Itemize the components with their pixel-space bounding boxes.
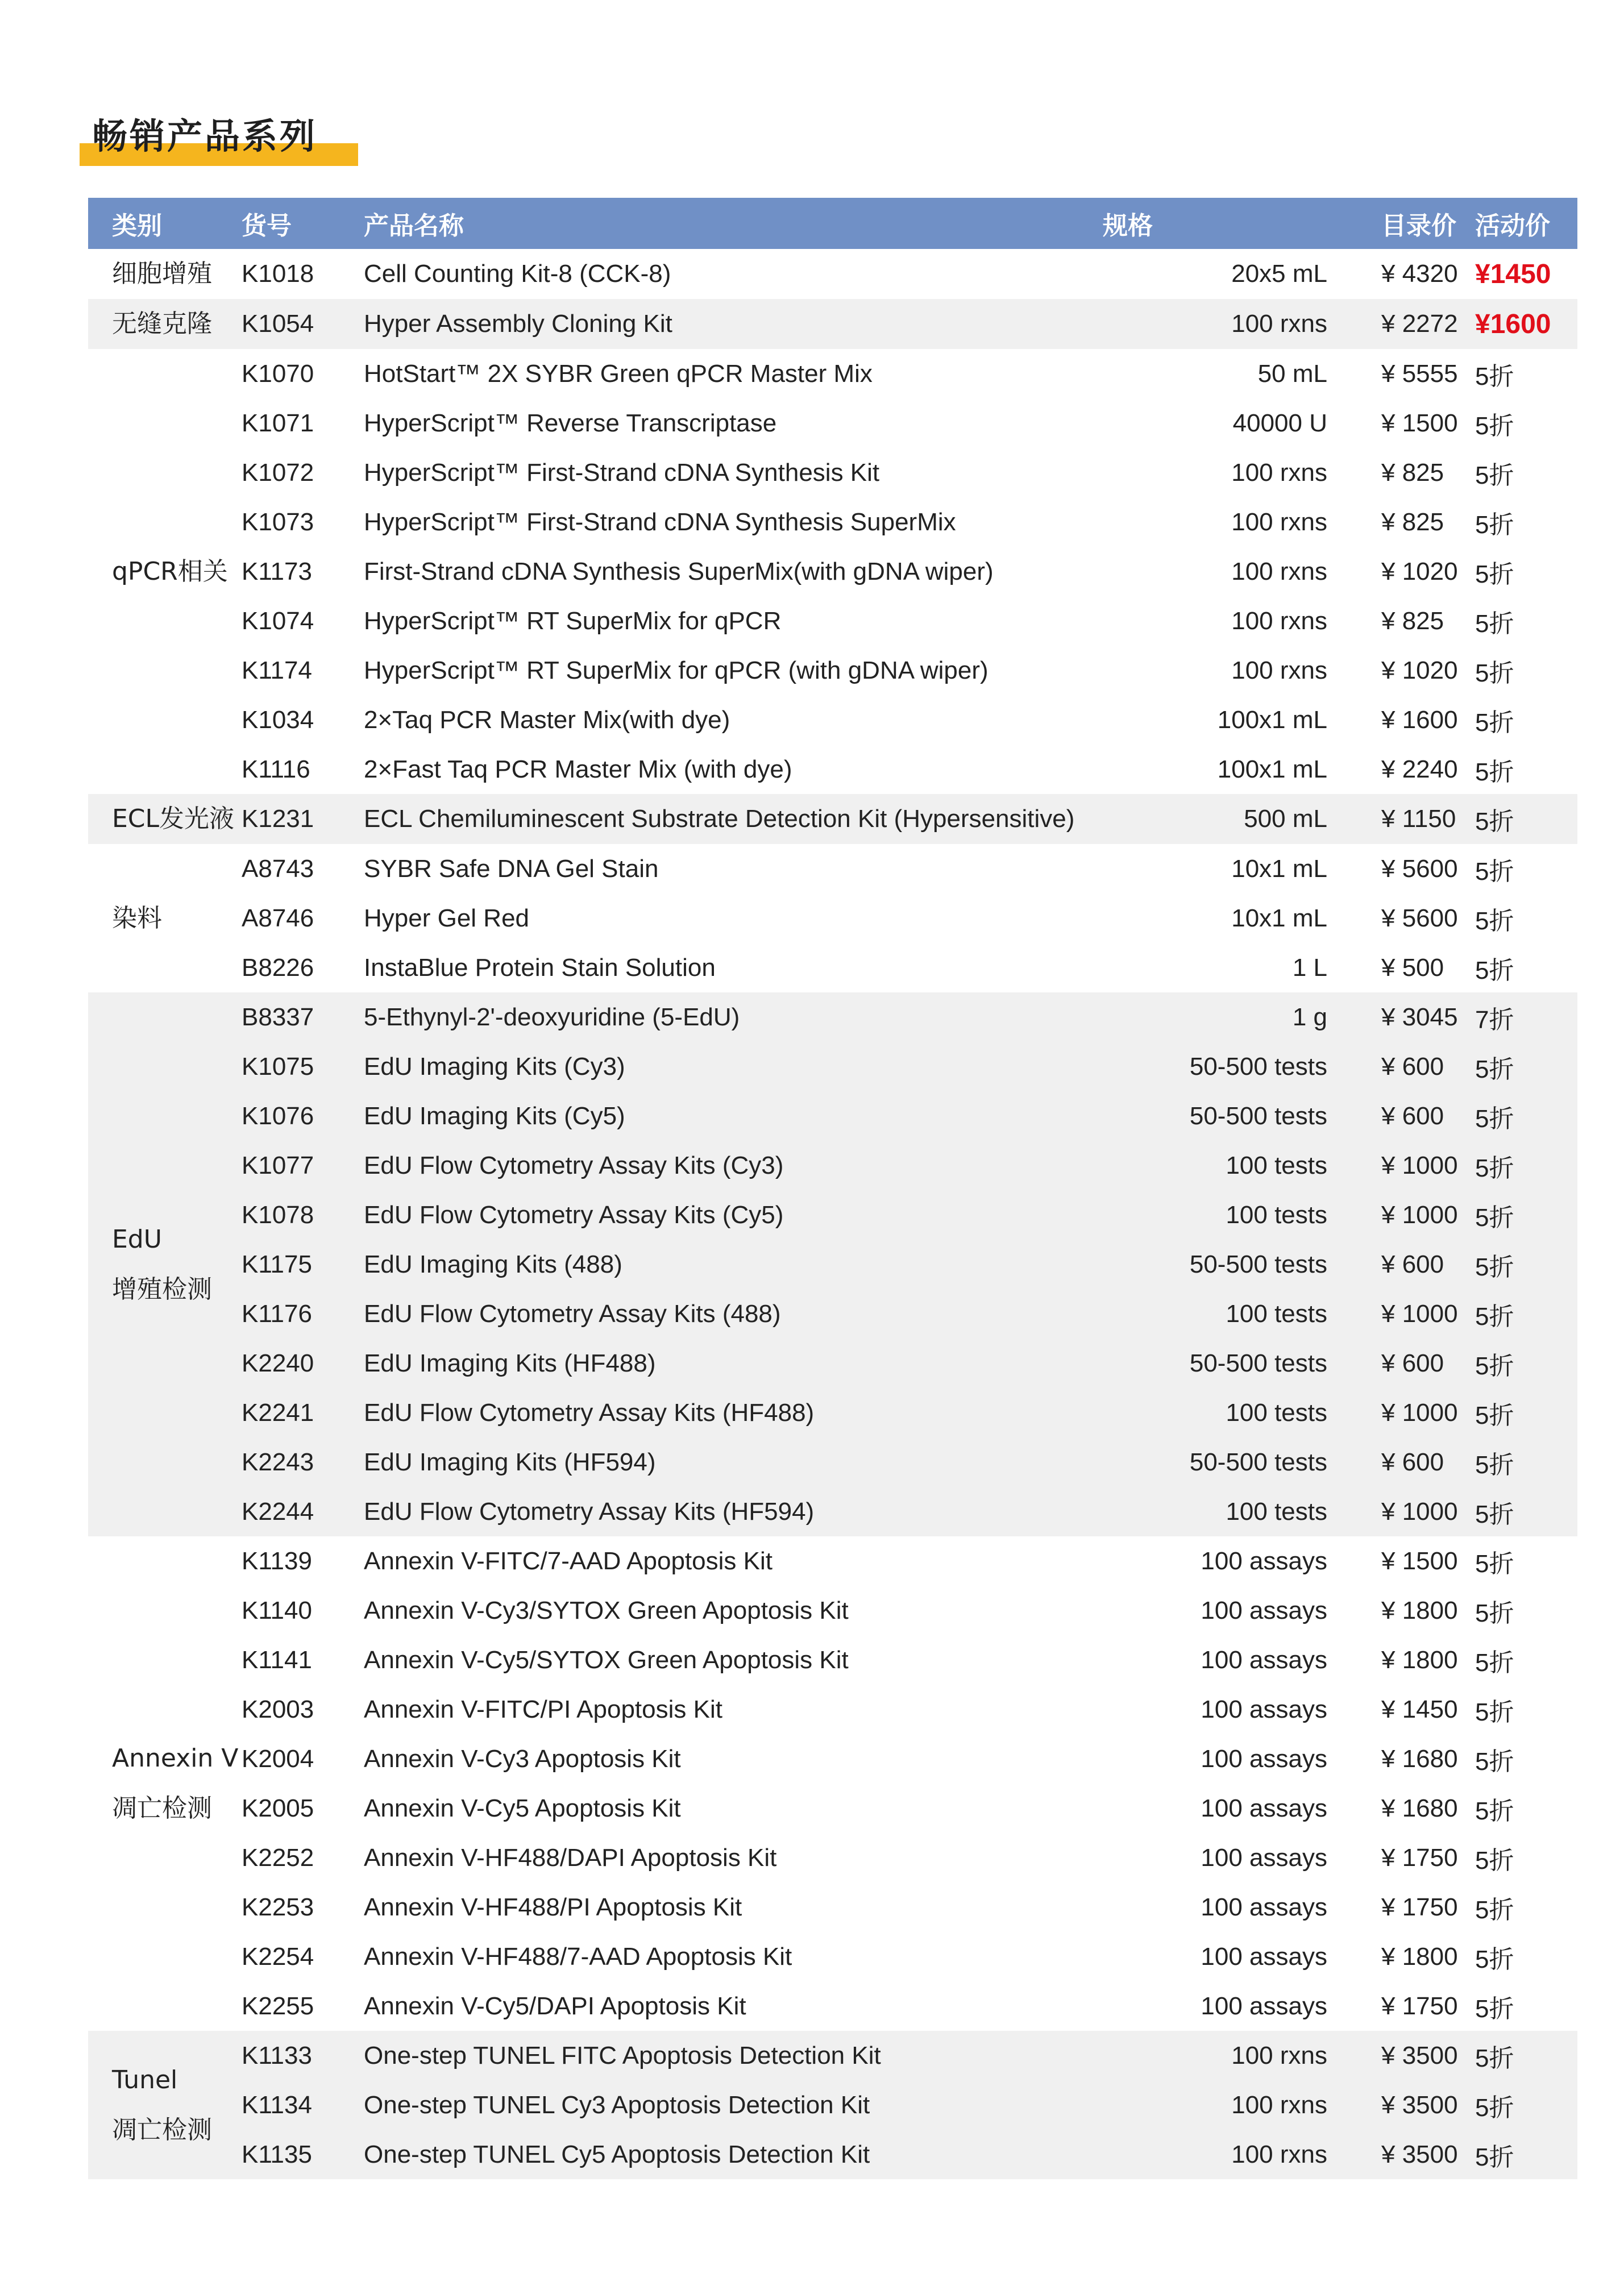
header-code: 货号: [242, 198, 364, 249]
product-code: K1034: [242, 705, 314, 734]
promo-price: 5折: [1475, 560, 1514, 588]
category-label: EdU: [112, 1224, 162, 1254]
table-row: [88, 1339, 1577, 1388]
list-price: ¥ 825: [1381, 458, 1444, 487]
list-price: ¥ 1000: [1327, 1289, 1458, 1339]
product-name: HyperScript™ RT SuperMix for qPCR (with gDNA wiper): [364, 656, 988, 684]
promo-price: ¥1450: [1475, 259, 1551, 289]
product-spec: 100 tests: [1103, 1289, 1327, 1339]
product-name: Annexin V-Cy5/DAPI Apoptosis Kit: [364, 1992, 746, 2020]
table-row: [88, 646, 1577, 695]
list-price: ¥ 3500: [1327, 2031, 1458, 2080]
product-spec: 20x5 mL: [1231, 260, 1327, 288]
table-row: [88, 1586, 1577, 1635]
product-code: K1141: [242, 1645, 312, 1674]
product-spec: 100 rxns: [1231, 458, 1327, 487]
list-price: ¥ 1750: [1381, 1992, 1458, 2020]
list-price: ¥ 1800: [1381, 1596, 1458, 1624]
product-code: K1139: [242, 1547, 312, 1575]
category-label: 染料: [112, 903, 162, 933]
product-code: K2004: [242, 1744, 314, 1773]
product-name: HotStart™ 2X SYBR Green qPCR Master Mix: [364, 359, 873, 388]
list-price: ¥ 1600: [1381, 705, 1458, 734]
promo-price: 5折: [1475, 857, 1514, 886]
list-price: ¥ 5600: [1381, 904, 1458, 932]
product-name: 2×Fast Taq PCR Master Mix (with dye): [364, 755, 792, 783]
product-name: Annexin V-Cy3/SYTOX Green Apoptosis Kit: [364, 1596, 849, 1624]
product-spec: 100x1 mL: [1217, 755, 1327, 783]
table-row: [88, 1685, 1577, 1734]
category-cell: [88, 2031, 242, 2179]
table-row: [88, 1388, 1577, 1437]
product-spec: 100 tests: [1103, 1388, 1327, 1437]
promo-price: 5折: [1458, 1091, 1577, 1141]
promo-price: 5折: [1475, 1945, 1514, 1973]
table-row: [88, 1190, 1577, 1240]
table-row: [88, 1833, 1577, 1882]
promo-price: 5折: [1475, 1846, 1514, 1875]
promo-price: 5折: [1475, 609, 1514, 638]
product-name: 2×Taq PCR Master Mix(with dye): [364, 705, 730, 734]
list-price: ¥ 500: [1381, 953, 1444, 982]
promo-price: 5折: [1458, 1141, 1577, 1190]
table-row: [88, 2031, 1577, 2080]
product-name: Annexin V-HF488/PI Apoptosis Kit: [364, 1893, 742, 1921]
product-code: K2243: [242, 1437, 364, 1487]
table-row: [88, 2080, 1577, 2130]
product-code: K2255: [242, 1992, 314, 2020]
product-name: Annexin V-FITC/7-AAD Apoptosis Kit: [364, 1547, 772, 1575]
product-name: EdU Flow Cytometry Assay Kits (488): [364, 1289, 1103, 1339]
list-price: ¥ 600: [1327, 1042, 1458, 1091]
list-price: ¥ 600: [1327, 1091, 1458, 1141]
list-price: ¥ 600: [1327, 1437, 1458, 1487]
table-row: [88, 1240, 1577, 1289]
category-label: 凋亡检测: [112, 1794, 212, 1823]
list-price: ¥ 1500: [1381, 409, 1458, 437]
product-code: K2005: [242, 1794, 314, 1822]
product-name: First-Strand cDNA Synthesis SuperMix(with gDNA wiper): [364, 557, 994, 585]
list-price: ¥ 4320: [1381, 260, 1458, 288]
product-spec: 100 assays: [1201, 1695, 1327, 1723]
header-category: 类别: [88, 198, 242, 249]
list-price: ¥ 600: [1327, 1339, 1458, 1388]
table-row: [88, 1042, 1577, 1091]
promo-price: 5折: [1475, 907, 1514, 935]
product-spec: 50-500 tests: [1103, 1437, 1327, 1487]
product-name: Hyper Gel Red: [364, 904, 530, 932]
product-code: K1133: [242, 2031, 364, 2080]
product-code: K2254: [242, 1942, 314, 1971]
list-price: ¥ 3500: [1327, 2080, 1458, 2130]
product-spec: 100 rxns: [1231, 606, 1327, 635]
category-cell: [88, 349, 242, 794]
list-price: ¥ 2272: [1327, 299, 1458, 349]
product-code: K1018: [242, 260, 314, 288]
product-code: K1076: [242, 1091, 364, 1141]
category-cell: [88, 1536, 242, 2031]
product-name: HyperScript™ First-Strand cDNA Synthesis SuperMix: [364, 508, 956, 536]
promo-price: 5折: [1458, 1240, 1577, 1289]
list-price: ¥ 1000: [1327, 1190, 1458, 1240]
product-name: HyperScript™ First-Strand cDNA Synthesis Kit: [364, 458, 880, 487]
list-price: ¥ 3500: [1327, 2130, 1458, 2179]
header-promo-price: 活动价: [1458, 198, 1577, 249]
product-spec: 100 tests: [1103, 1487, 1327, 1536]
table-row: [88, 398, 1577, 448]
category-label: 细胞增殖: [112, 259, 212, 288]
product-name: EdU Imaging Kits (Cy3): [364, 1042, 1103, 1091]
promo-price: 5折: [1475, 708, 1514, 737]
product-table: [88, 198, 1577, 2179]
product-name: Annexin V-HF488/7-AAD Apoptosis Kit: [364, 1942, 792, 1971]
category-label: 增殖检测: [112, 1274, 212, 1304]
product-name: One-step TUNEL Cy3 Apoptosis Detection Kit: [364, 2080, 1103, 2130]
table-row: [88, 1536, 1577, 1586]
product-spec: 50-500 tests: [1103, 1091, 1327, 1141]
product-code: K1116: [242, 755, 310, 783]
product-name: Annexin V-FITC/PI Apoptosis Kit: [364, 1695, 722, 1723]
category-cell: [88, 249, 242, 299]
list-price: ¥ 1500: [1381, 1547, 1458, 1575]
list-price: ¥ 1800: [1381, 1942, 1458, 1971]
table-row: [88, 1882, 1577, 1932]
list-price: ¥ 1680: [1381, 1744, 1458, 1773]
table-row: [88, 1141, 1577, 1190]
table-row: [88, 1091, 1577, 1141]
product-code: K1134: [242, 2080, 364, 2130]
category-label: qPCR相关: [112, 556, 228, 586]
category-label: ECL发光液: [112, 804, 235, 833]
product-code: K1077: [242, 1141, 364, 1190]
list-price: ¥ 1020: [1381, 557, 1458, 585]
product-code: K1070: [242, 359, 314, 388]
product-name: EdU Flow Cytometry Assay Kits (HF488): [364, 1388, 1103, 1437]
product-code: K2240: [242, 1339, 364, 1388]
table-row: [88, 1437, 1577, 1487]
promo-price: 5折: [1475, 412, 1514, 440]
list-price: ¥ 825: [1381, 606, 1444, 635]
category-cell: [88, 794, 242, 844]
product-spec: 100 assays: [1201, 1596, 1327, 1624]
promo-price: 5折: [1475, 1994, 1514, 2023]
product-code: K1072: [242, 458, 314, 487]
product-spec: 100x1 mL: [1217, 705, 1327, 734]
product-name: Annexin V-Cy5/SYTOX Green Apoptosis Kit: [364, 1645, 849, 1674]
promo-price: 5折: [1475, 1549, 1514, 1578]
list-price: ¥ 1000: [1327, 1141, 1458, 1190]
list-price: ¥ 1680: [1381, 1794, 1458, 1822]
table-row: [88, 992, 1577, 1042]
product-code: K1074: [242, 606, 314, 635]
product-code: K1175: [242, 1240, 364, 1289]
category-label: 凋亡检测: [112, 2115, 212, 2144]
product-spec: 50-500 tests: [1103, 1240, 1327, 1289]
product-name: EdU Flow Cytometry Assay Kits (Cy5): [364, 1190, 1103, 1240]
list-price: ¥ 600: [1327, 1240, 1458, 1289]
product-spec: 500 mL: [1103, 794, 1327, 844]
promo-price: 5折: [1475, 1648, 1514, 1677]
product-code: K1140: [242, 1596, 312, 1624]
category-cell: [88, 299, 242, 349]
promo-price: 5折: [1475, 1599, 1514, 1627]
section-title: 畅销产品系列: [92, 115, 318, 157]
product-name: Annexin V-Cy5 Apoptosis Kit: [364, 1794, 681, 1822]
product-name: EdU Imaging Kits (488): [364, 1240, 1103, 1289]
product-name: EdU Imaging Kits (HF594): [364, 1437, 1103, 1487]
table-row: [88, 547, 1577, 596]
list-price: ¥ 1000: [1327, 1487, 1458, 1536]
table-row: [88, 448, 1577, 497]
header-list-price: 目录价: [1327, 198, 1458, 249]
product-name: InstaBlue Protein Stain Solution: [364, 953, 716, 982]
table-body: [88, 249, 1577, 2179]
section-title-block: [80, 114, 364, 166]
product-spec: 50 mL: [1257, 359, 1327, 388]
product-spec: 100 tests: [1103, 1141, 1327, 1190]
product-name: 5-Ethynyl-2'-deoxyuridine (5-EdU): [364, 992, 1103, 1042]
list-price: ¥ 1450: [1381, 1695, 1458, 1723]
list-price: ¥ 3045: [1327, 992, 1458, 1042]
product-name: EdU Imaging Kits (HF488): [364, 1339, 1103, 1388]
table-header-row: [88, 198, 1577, 249]
promo-price: 5折: [1458, 2080, 1577, 2130]
product-spec: 10x1 mL: [1231, 854, 1327, 883]
table-row: [88, 249, 1577, 299]
promo-price: 5折: [1475, 956, 1514, 984]
table-row: [88, 299, 1577, 349]
promo-price: 5折: [1475, 758, 1514, 786]
table-row: [88, 1635, 1577, 1685]
product-name: Annexin V-Cy3 Apoptosis Kit: [364, 1744, 681, 1773]
product-code: B8226: [242, 953, 314, 982]
promo-price: ¥1600: [1458, 299, 1577, 349]
product-spec: 100 assays: [1201, 1893, 1327, 1921]
product-spec: 100 rxns: [1231, 656, 1327, 684]
promo-price: 5折: [1475, 461, 1514, 489]
table-row: [88, 2130, 1577, 2179]
promo-price: 7折: [1458, 992, 1577, 1042]
product-name: EdU Flow Cytometry Assay Kits (HF594): [364, 1487, 1103, 1536]
product-spec: 100 assays: [1201, 1744, 1327, 1773]
product-spec: 100 assays: [1201, 1843, 1327, 1872]
product-code: K1176: [242, 1289, 364, 1339]
list-price: ¥ 1020: [1381, 656, 1458, 684]
promo-price: 5折: [1458, 794, 1577, 844]
table-row: [88, 794, 1577, 844]
product-name: EdU Flow Cytometry Assay Kits (Cy3): [364, 1141, 1103, 1190]
product-code: K2003: [242, 1695, 314, 1723]
promo-price: 5折: [1458, 1190, 1577, 1240]
list-price: ¥ 1800: [1381, 1645, 1458, 1674]
promo-price: 5折: [1458, 1388, 1577, 1437]
table-row: [88, 844, 1577, 893]
promo-price: 5折: [1475, 659, 1514, 687]
category-cell: [88, 844, 242, 992]
promo-price: 5折: [1475, 1698, 1514, 1726]
list-price: ¥ 1150: [1327, 794, 1458, 844]
product-code: K1078: [242, 1190, 364, 1240]
table-row: [88, 596, 1577, 646]
promo-price: 5折: [1475, 510, 1514, 539]
product-code: K2241: [242, 1388, 364, 1437]
product-spec: 1 g: [1103, 992, 1327, 1042]
list-price: ¥ 2240: [1381, 755, 1458, 783]
table-row: [88, 1932, 1577, 1981]
product-code: K2252: [242, 1843, 314, 1872]
table-row: [88, 893, 1577, 943]
category-label: Tunel: [112, 2065, 178, 2094]
product-code: K1231: [242, 794, 364, 844]
list-price: ¥ 825: [1381, 508, 1444, 536]
table-row: [88, 1784, 1577, 1833]
table-row: [88, 943, 1577, 992]
product-spec: 50-500 tests: [1103, 1042, 1327, 1091]
product-spec: 100 tests: [1103, 1190, 1327, 1240]
product-code: K1075: [242, 1042, 364, 1091]
promo-price: 5折: [1458, 1487, 1577, 1536]
product-spec: 50-500 tests: [1103, 1339, 1327, 1388]
promo-price: 5折: [1475, 1797, 1514, 1825]
product-code: K1173: [242, 557, 312, 585]
header-name: 产品名称: [364, 198, 1103, 249]
product-spec: 100 assays: [1201, 1942, 1327, 1971]
promo-price: 5折: [1458, 1437, 1577, 1487]
product-code: K2253: [242, 1893, 314, 1921]
table-row: [88, 695, 1577, 745]
product-spec: 100 rxns: [1103, 299, 1327, 349]
product-code: K1073: [242, 508, 314, 536]
product-spec: 100 rxns: [1103, 2080, 1327, 2130]
product-name: One-step TUNEL Cy5 Apoptosis Detection Kit: [364, 2130, 1103, 2179]
product-code: A8743: [242, 854, 314, 883]
product-spec: 100 assays: [1201, 1547, 1327, 1575]
product-name: HyperScript™ RT SuperMix for qPCR: [364, 606, 782, 635]
product-code: K1054: [242, 299, 364, 349]
product-code: B8337: [242, 992, 364, 1042]
promo-price: 5折: [1475, 362, 1514, 390]
table-row: [88, 1981, 1577, 2031]
product-code: K1174: [242, 656, 312, 684]
category-label: 无缝克隆: [112, 309, 212, 338]
list-price: ¥ 1750: [1381, 1843, 1458, 1872]
product-spec: 1 L: [1292, 953, 1327, 982]
product-name: ECL Chemiluminescent Substrate Detection Kit (Hypersensitive): [364, 794, 1103, 844]
product-name: Annexin V-HF488/DAPI Apoptosis Kit: [364, 1843, 777, 1872]
promo-price: 5折: [1458, 2130, 1577, 2179]
product-spec: 100 assays: [1201, 1794, 1327, 1822]
product-code: K2244: [242, 1487, 364, 1536]
product-spec: 10x1 mL: [1231, 904, 1327, 932]
promo-price: 5折: [1458, 1042, 1577, 1091]
table-row: [88, 1487, 1577, 1536]
product-spec: 100 rxns: [1103, 2031, 1327, 2080]
category-label: Annexin V: [112, 1744, 239, 1773]
product-spec: 100 rxns: [1231, 508, 1327, 536]
product-name: Cell Counting Kit-8 (CCK-8): [364, 260, 671, 288]
promo-price: 5折: [1475, 1747, 1514, 1776]
list-price: ¥ 5555: [1381, 359, 1458, 388]
product-spec: 40000 U: [1232, 409, 1327, 437]
product-name: EdU Imaging Kits (Cy5): [364, 1091, 1103, 1141]
product-spec: 100 rxns: [1103, 2130, 1327, 2179]
header-spec: 规格: [1103, 198, 1327, 249]
list-price: ¥ 5600: [1381, 854, 1458, 883]
promo-price: 5折: [1458, 1339, 1577, 1388]
product-spec: 100 rxns: [1231, 557, 1327, 585]
product-code: K1071: [242, 409, 314, 437]
product-name: HyperScript™ Reverse Transcriptase: [364, 409, 777, 437]
list-price: ¥ 1750: [1381, 1893, 1458, 1921]
table-row: [88, 1734, 1577, 1784]
product-name: Hyper Assembly Cloning Kit: [364, 299, 1103, 349]
promo-price: 5折: [1475, 1896, 1514, 1924]
product-spec: 100 assays: [1201, 1645, 1327, 1674]
product-spec: 100 assays: [1201, 1992, 1327, 2020]
product-name: One-step TUNEL FITC Apoptosis Detection Kit: [364, 2031, 1103, 2080]
promo-price: 5折: [1458, 1289, 1577, 1339]
table-row: [88, 1289, 1577, 1339]
table-row: [88, 745, 1577, 794]
table-row: [88, 497, 1577, 547]
category-cell: [88, 992, 242, 1536]
product-name: SYBR Safe DNA Gel Stain: [364, 854, 659, 883]
product-code: K1135: [242, 2130, 364, 2179]
list-price: ¥ 1000: [1327, 1388, 1458, 1437]
promo-price: 5折: [1458, 2031, 1577, 2080]
table-row: [88, 349, 1577, 398]
product-code: A8746: [242, 904, 314, 932]
